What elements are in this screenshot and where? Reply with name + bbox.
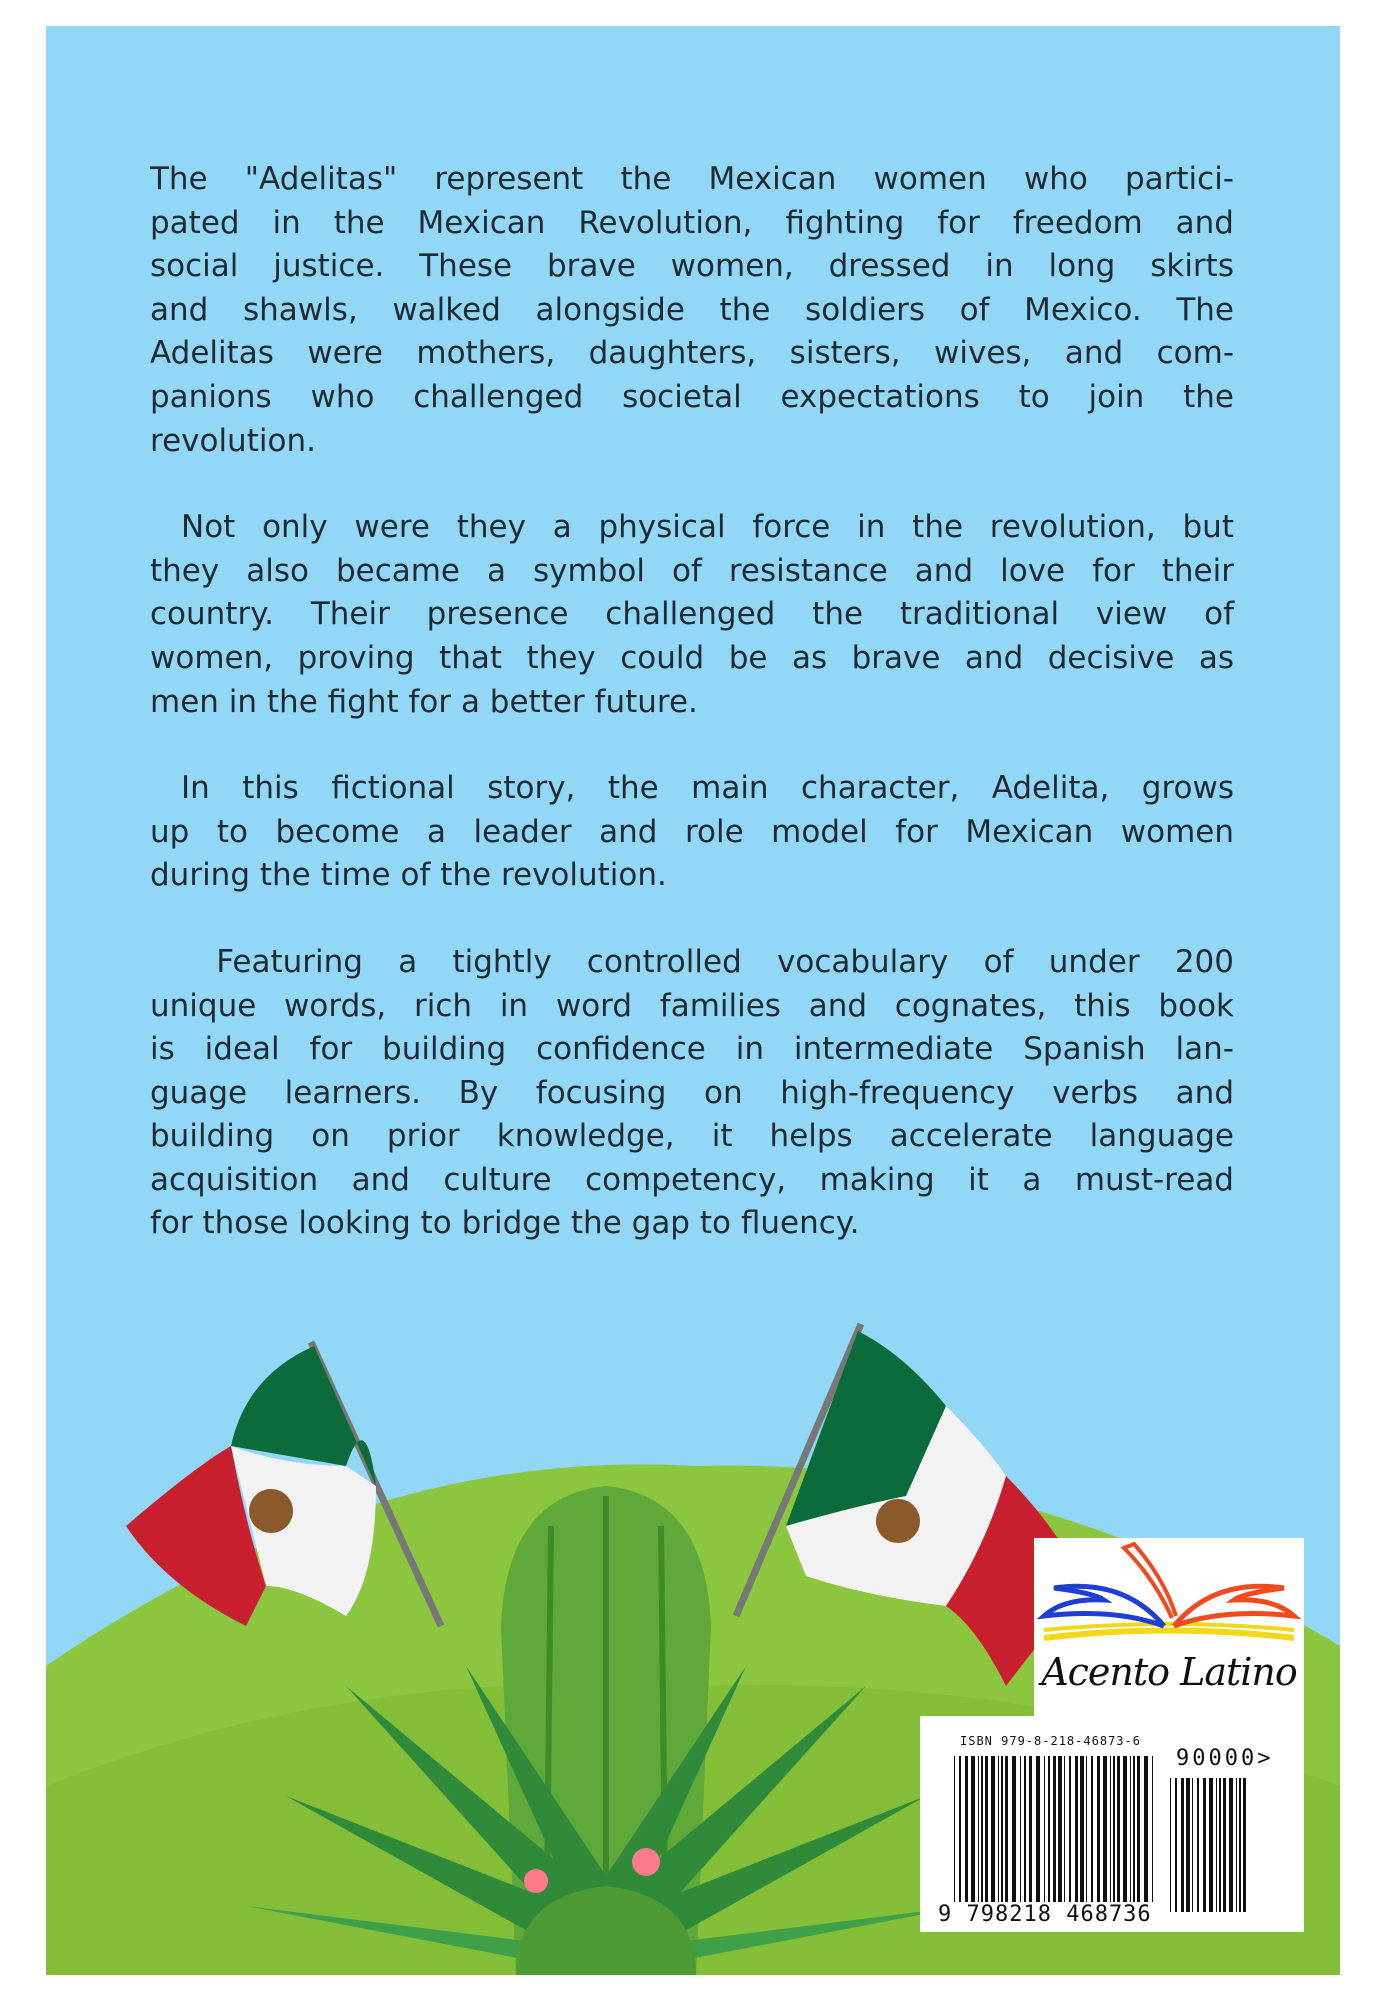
text-line: up to become a leader and role model for Mexican women bbox=[150, 813, 1234, 850]
barcode-bar bbox=[1020, 1756, 1021, 1916]
text-line: is ideal for building confidence in intermediate Spanish lan- bbox=[150, 1031, 1234, 1068]
ean-number: 9 798218 468736 bbox=[938, 1902, 1152, 1927]
barcode-bar bbox=[1186, 1778, 1190, 1912]
publisher-name: Acento Latino bbox=[1041, 1650, 1297, 1694]
text-line: revolution. bbox=[150, 422, 316, 459]
barcode-bar bbox=[1223, 1778, 1226, 1912]
text-line: acquisition and culture competency, making it a must-read bbox=[150, 1161, 1234, 1198]
text-line: for those looking to bridge the gap to fluency. bbox=[150, 1205, 860, 1242]
text-line: women, proving that they could be as brave and decisive as bbox=[150, 639, 1234, 676]
text-line: Adelitas were mothers, daughters, sisters, wives, and com- bbox=[150, 335, 1234, 372]
barcode-bar bbox=[1012, 1756, 1016, 1916]
barcode-bar bbox=[1152, 1756, 1153, 1916]
barcode-bar bbox=[1181, 1778, 1184, 1912]
barcode-bar bbox=[1243, 1778, 1246, 1912]
barcode-bar bbox=[1086, 1756, 1087, 1916]
barcode-bar bbox=[1064, 1756, 1065, 1916]
barcode-bar bbox=[981, 1756, 983, 1916]
barcode-bar bbox=[965, 1756, 968, 1916]
text-line: Featuring a tightly controlled vocabulary of under 200 bbox=[150, 943, 1234, 980]
barcode-bar bbox=[1005, 1756, 1008, 1916]
barcode-bar bbox=[1001, 1756, 1003, 1916]
text-line: guage learners. By focusing on high-frequency verbs and bbox=[150, 1074, 1234, 1111]
barcode-bar bbox=[959, 1756, 961, 1916]
barcode-bar bbox=[1133, 1756, 1135, 1916]
text-line: country. Their presence challenged the traditional view of bbox=[150, 596, 1234, 633]
barcode-bar bbox=[954, 1756, 955, 1916]
text-line: unique words, rich in word families and cognates, this book bbox=[150, 987, 1234, 1024]
isbn-barcode bbox=[920, 1716, 1304, 1932]
paragraph-3 bbox=[150, 767, 1234, 898]
text-line: In this fictional story, the main character, Adelita, grows bbox=[150, 770, 1234, 807]
isbn-text: ISBN 979-8-218-46873-6 bbox=[960, 1734, 1141, 1748]
barcode-bar bbox=[1203, 1778, 1206, 1912]
barcode-bar bbox=[1103, 1756, 1107, 1916]
barcode-bar bbox=[1170, 1778, 1171, 1912]
barcode-bar bbox=[1024, 1756, 1026, 1916]
open-book-icon bbox=[1034, 1538, 1304, 1648]
text-line: during the time of the revolution. bbox=[150, 857, 667, 894]
text-line: panions who challenged societal expectations to join the bbox=[150, 378, 1234, 415]
barcode-bar bbox=[1209, 1778, 1213, 1912]
barcode-bar bbox=[1058, 1756, 1062, 1916]
barcode-bar bbox=[1123, 1756, 1127, 1916]
barcode-bar bbox=[1080, 1756, 1084, 1916]
barcode-bar bbox=[1137, 1756, 1140, 1916]
barcode-bar bbox=[1117, 1756, 1120, 1916]
barcode-bar bbox=[1236, 1778, 1237, 1912]
paragraph-4 bbox=[150, 941, 1234, 1246]
blurb-text bbox=[150, 158, 1234, 1289]
barcode-bar bbox=[1029, 1756, 1032, 1916]
text-line: The "Adelitas" represent the Mexican women who partici- bbox=[150, 161, 1234, 197]
back-cover bbox=[46, 26, 1340, 1975]
barcode-bar bbox=[1216, 1778, 1217, 1912]
price-code: 90000> bbox=[1176, 1746, 1274, 1771]
barcode-bar bbox=[1130, 1756, 1131, 1916]
barcode-bar bbox=[978, 1756, 979, 1916]
barcode-bar bbox=[985, 1756, 988, 1916]
barcode-bar bbox=[1110, 1756, 1111, 1916]
barcode-bar bbox=[1192, 1778, 1193, 1912]
paragraph-2 bbox=[150, 506, 1234, 724]
text-line: pated in the Mexican Revolution, fighting for freedom and bbox=[150, 204, 1234, 241]
text-line: Not only were they a physical force in the revolution, but bbox=[150, 509, 1234, 546]
barcode-bar bbox=[1219, 1778, 1221, 1912]
barcode-bar bbox=[1091, 1756, 1093, 1916]
barcode-bar bbox=[1239, 1778, 1241, 1912]
barcode-bar bbox=[1044, 1756, 1045, 1916]
text-line: social justice. These brave women, dressed in long skirts bbox=[150, 248, 1234, 285]
text-line: they also became a symbol of resistance and love for their bbox=[150, 552, 1234, 589]
publisher-logo bbox=[1034, 1538, 1304, 1716]
text-line: building on prior knowledge, it helps accelerate language bbox=[150, 1118, 1234, 1155]
barcode-bar bbox=[971, 1756, 975, 1916]
barcode-bar bbox=[998, 1756, 999, 1916]
barcode-bar bbox=[1229, 1778, 1233, 1912]
barcode-bar bbox=[1097, 1756, 1100, 1916]
barcode-bar bbox=[1197, 1778, 1199, 1912]
barcode-bar bbox=[1069, 1756, 1071, 1916]
barcode-bar bbox=[1075, 1756, 1078, 1916]
barcode-bar bbox=[1036, 1756, 1040, 1916]
barcode-bar bbox=[991, 1756, 995, 1916]
barcode-bar bbox=[1113, 1756, 1115, 1916]
barcode-bar bbox=[1053, 1756, 1056, 1916]
barcode-bar bbox=[1175, 1778, 1177, 1912]
paragraph-1 bbox=[150, 158, 1234, 463]
barcode-bar bbox=[1144, 1756, 1148, 1916]
text-line: and shawls, walked alongside the soldiers of Mexico. The bbox=[150, 291, 1234, 328]
text-line: men in the fight for a better future. bbox=[150, 683, 698, 720]
barcode-bar bbox=[1048, 1756, 1050, 1916]
